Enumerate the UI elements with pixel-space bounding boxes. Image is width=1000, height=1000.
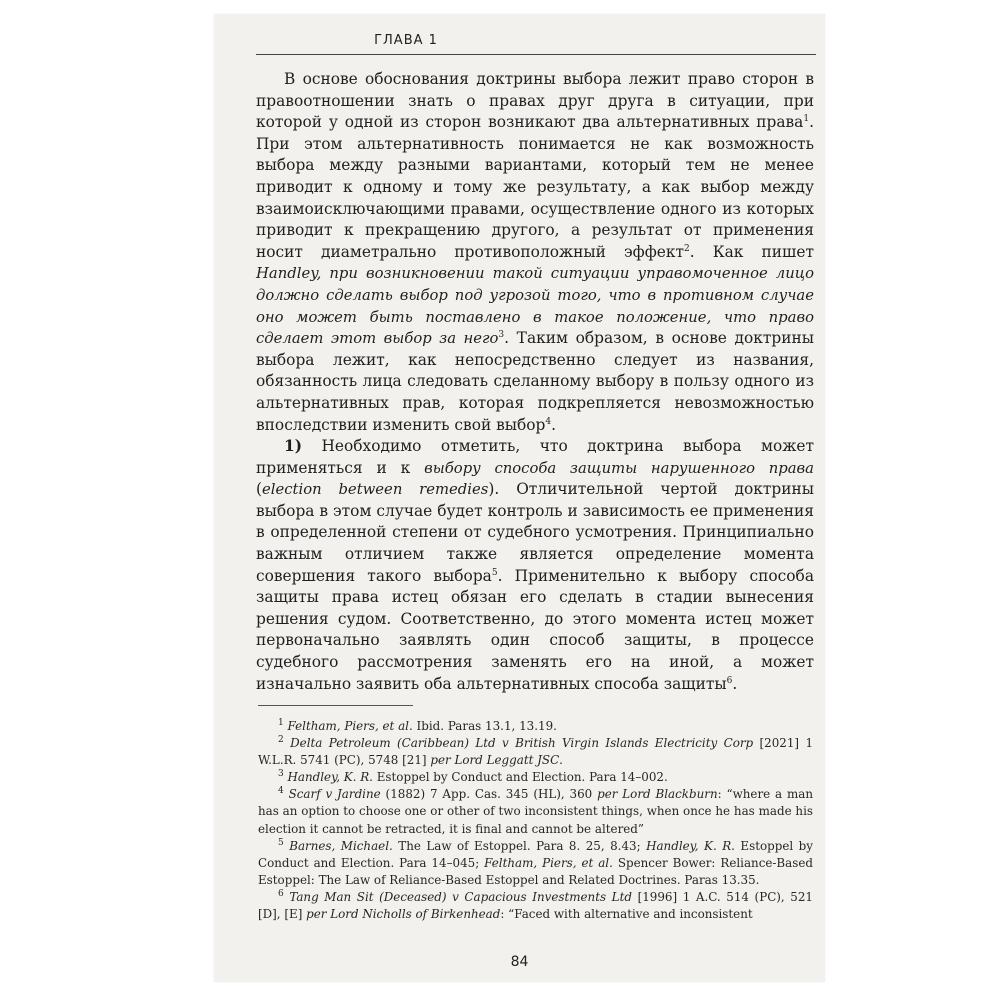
text-run: Estoppel by Conduct and Election. Para 14–045; [258, 838, 814, 870]
text-run: ). Отличительной чертой доктрины выбора в этом случае будет контроль и зависимость ее применения в определенной степени от судебного усмотрения. Принципиально важным отличием также является определение момента совершения такого выбора [256, 480, 814, 585]
text-run: : “where a man has an option to choose one or other of two inconsistent things, when once he has made his election it cannot be retracted, it is final and cannot be altered” [258, 787, 814, 836]
text-run: . Как пишет [689, 242, 814, 261]
footnotes [258, 718, 813, 923]
text-run: : “Faced with alternative and inconsistent [500, 907, 753, 922]
footnote-ref: 5 [491, 567, 498, 578]
italic-run: Barnes, Michael. [289, 838, 393, 853]
italic-run: выбору способа защиты нарушенного права [424, 459, 814, 477]
text-run: Estoppel by Conduct and Election. Para 14–002. [372, 770, 668, 785]
italic-run: Scarf v Jardine [288, 787, 381, 802]
italic-run: Feltham, Piers, et al. [484, 855, 613, 870]
text-run: Необходимо отметить, что доктрина выбора может применяться и к [256, 437, 814, 477]
footnote-separator [258, 705, 413, 706]
paragraph-1 [256, 69, 814, 436]
text-run: . [732, 674, 738, 693]
footnote-1 [258, 718, 813, 735]
text-run: . Применительно к выбору способа защиты права истец обязан его сделать в стадии вынесения решения судом. Соответственно, до этого момента истец может первоначально заявлять один способ защиты, в процессе судебного рассмотрения заменять его на иной, а может изначально заявить оба альтернативных способа защиты [256, 566, 814, 693]
text-run: . При этом альтернативность понимается не как возможность выбора между разными вариантами, который тем не менее приводит к одному и тому же результату, а как выбор между взаимоисключающими правами, осуществление одного из которых приводит к прекращению другого, а результат от применения носит диаметрально противоположный эффект [256, 113, 814, 261]
running-header [256, 28, 816, 55]
footnote-ref: 1 [803, 114, 810, 125]
text-run: Spencer Bower: Reliance-Based Estoppel: The Law of Reliance-Based Estoppel and Related Doctrines. Paras 13.35. [258, 855, 813, 887]
text-run: The Law of Estoppel. Para 8. 25, 8.43; [392, 838, 647, 853]
italic-run: Handley, K. R. [646, 838, 735, 853]
italic-run: per Lord Leggatt JSC [430, 753, 560, 768]
text-run: . [551, 415, 557, 434]
footnote-number: 6 [278, 888, 284, 899]
footnote-number: 5 [278, 837, 284, 848]
main-text [256, 69, 814, 695]
footnote-6 [258, 889, 813, 923]
footnote-ref: 4 [545, 416, 552, 427]
italic-run: per Lord Blackburn [597, 787, 718, 802]
footnote-ref: 6 [726, 675, 733, 686]
text-run: (1882) 7 App. Cas. 345 (HL), 360 [380, 787, 598, 802]
chapter-title: ГЛАВА 1 [374, 33, 438, 48]
text-run: [1996] 1 A.C. 514 (PC), 521 [D], [E] [258, 889, 813, 922]
italic-run: Feltham, Piers, et al. [287, 719, 413, 733]
text-run: [2021] 1 W.L.R. 5741 (PC), 5748 [21] [258, 736, 814, 768]
text-run: Ibid. Paras 13.1, 13.19. [412, 719, 557, 733]
italic-run: Delta Petroleum (Caribbean) Ltd v British Virgin Islands Electricity Corp [290, 736, 754, 751]
text-run: В основе обоснования доктрины выбора лежит право сторон в правоотношении знать о правах друг друга в ситуации, при которой у одной из сторон возникают два альтернативных права [256, 70, 814, 132]
italic-run: per Lord Nicholls of Birkenhead [306, 907, 501, 922]
italic-run: election between remedies [262, 481, 489, 499]
footnote-number: 3 [278, 769, 284, 780]
text-run: ( [256, 480, 263, 499]
italic-run: Tang Man Sit (Deceased) v Capacious Investments Ltd [289, 889, 632, 904]
footnote-4 [258, 786, 813, 837]
footnote-3 [258, 769, 813, 786]
footnote-5 [258, 838, 813, 889]
footnote-number: 2 [278, 735, 284, 746]
item-number: 1) [284, 437, 302, 456]
footnote-number: 1 [278, 718, 284, 729]
italic-run: Handley, при возникновении такой ситуации управомоченное лицо должно сделать выбор под угрозой того, что в противном случае оно может быть поставлено в такое положение, что право сделает этот выбор за него [256, 265, 814, 348]
text-run: . [559, 753, 563, 768]
italic-run: Handley, K. R. [287, 770, 373, 785]
book-page [214, 14, 825, 982]
footnote-2 [258, 735, 813, 769]
footnote-number: 4 [278, 786, 284, 797]
text-run: . Таким образом, в основе доктрины выбора лежит, как непосредственно следует из названия, обязанность лица следовать сделанному выбору в пользу одного из альтернативных прав, которая подкрепляется невозможностью впоследствии изменить свой выбор [256, 329, 814, 434]
paragraph-2 [256, 436, 814, 695]
page-number: 84 [510, 954, 529, 970]
footnote-ref: 3 [498, 330, 505, 340]
footnote-ref: 2 [683, 243, 690, 254]
